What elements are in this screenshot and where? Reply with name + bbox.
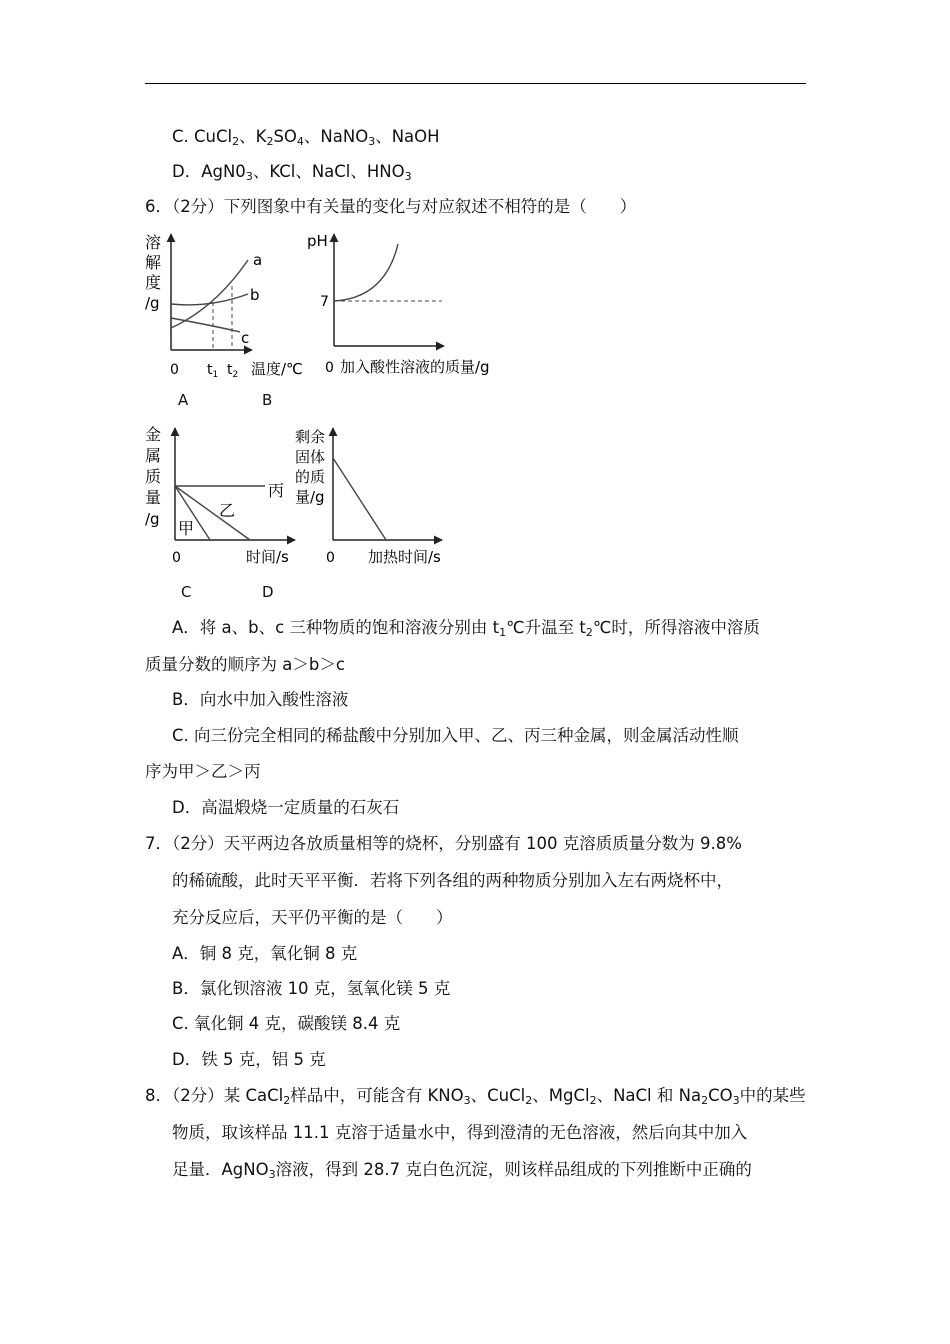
- q5-option-c: C. CuCl$_2$、$K_2SO_4$、NaNO$_3$、NaOH: [172, 127, 440, 148]
- graph-a-ylabel-3: 度: [145, 273, 162, 292]
- graph-a-yunit: /g: [145, 294, 160, 312]
- graph-a-label-a: a: [253, 251, 263, 269]
- q6-option-c-line1: C. 向三份完全相同的稀盐酸中分别加入甲、乙、丙三种金属，则金属活动性顺: [172, 726, 739, 745]
- graph-a-xlabel: 温度/℃: [251, 360, 303, 378]
- graph-b-origin: 0: [325, 360, 334, 376]
- q7-stem-line3: 充分反应后，天平仍平衡的是（ ）: [172, 908, 453, 927]
- q7-stem-line2: 的稀硫酸，此时天平平衡．若将下列各组的两种物质分别加入左右两烧杯中，: [172, 871, 733, 890]
- q6-stem: 6．（2分）下列图象中有关量的变化与对应叙述不相符的是（ ）: [145, 197, 637, 216]
- graph-c-xlabel: 时间/s: [246, 548, 289, 566]
- q8-stem-line2: 物质，取该样品 11.1 克溶于适量水中，得到澄清的无色溶液，然后向其中加入: [172, 1123, 748, 1142]
- graph-c-label-bing: 丙: [268, 481, 285, 500]
- graph-d-xlabel: 加热时间/s: [368, 548, 441, 566]
- graph-c-metal-mass: [140, 422, 310, 572]
- graph-d-mass-line: [333, 458, 386, 540]
- graph-d-ylabel-2: 固体: [295, 448, 326, 466]
- graph-c-origin: 0: [172, 550, 181, 566]
- graph-c-ylabel-3: 质: [145, 467, 162, 486]
- q8-stem-line1: 8．（2分）某 CaCl$_2$样品中，可能含有 $KNO_3$、CuCl$_2$、MgCl$_2$、NaCl 和 $Na_2CO_3$中的某些: [145, 1086, 806, 1107]
- graph-d-caption: D: [262, 583, 274, 601]
- header-rule: [145, 83, 806, 84]
- q7-stem-line1: 7．（2分）天平两边各放质量相等的烧杯，分别盛有 100 克溶质质量分数为 9.8%: [145, 834, 742, 853]
- graph-c-label-jia: 甲: [178, 519, 195, 538]
- graph-a-curve-c: [171, 318, 240, 332]
- q7-option-b: B．氯化钡溶液 10 克，氢氧化镁 5 克: [172, 979, 451, 998]
- graph-a-label-c: c: [241, 329, 250, 347]
- graph-a-label-b: b: [250, 286, 260, 304]
- q7-option-a: A．铜 8 克，氧化铜 8 克: [172, 944, 358, 963]
- q6-option-a-line2: 质量分数的顺序为 a＞b＞c: [145, 655, 345, 674]
- graph-c-ylabel-4: 量: [145, 488, 162, 507]
- graph-c-label-yi: 乙: [219, 501, 236, 520]
- q6-option-c-line2: 序为甲＞乙＞丙: [145, 762, 261, 781]
- q7-option-d: D．铁 5 克，铝 5 克: [172, 1050, 326, 1069]
- graph-b-xlabel: 加入酸性溶液的质量/g: [340, 358, 490, 376]
- graph-c-ylabel-1: 金: [145, 425, 162, 444]
- q6-option-a-line1: A．将 a、b、c 三种物质的饱和溶液分别由 $t_1℃$升温至 $t_2℃$时，所得溶液中溶质: [172, 618, 760, 639]
- graph-a-ylabel-1: 溶: [145, 233, 162, 252]
- graph-d-remaining-solid: [292, 422, 462, 572]
- graph-b-caption: B: [262, 391, 273, 409]
- graph-a-solubility: [140, 228, 320, 380]
- graph-c-caption: C: [181, 583, 192, 601]
- graph-a-origin: 0: [170, 362, 179, 378]
- q5-option-d: D．$AgN0_3$、KCl、NaCl、$HNO_3$: [172, 162, 412, 183]
- q7-option-c: C. 氧化铜 4 克，碳酸镁 8.4 克: [172, 1014, 401, 1033]
- graph-a-curve-a: [171, 260, 248, 328]
- q8-stem-line3: 足量．AgNO$_3$溶液，得到 28.7 克白色沉淀，则该样品组成的下列推断中正确的: [172, 1160, 752, 1181]
- graph-d-ylabel-3: 的质: [295, 468, 326, 486]
- q6-option-d: D．高温煅烧一定质量的石灰石: [172, 798, 400, 817]
- graph-b-ph-curve: [334, 244, 398, 301]
- graph-b-tick-7: 7: [320, 294, 329, 310]
- graph-d-origin: 0: [326, 550, 335, 566]
- graph-c-ylabel-2: 属: [145, 446, 162, 465]
- graph-d-ylabel-4: 量/g: [295, 488, 325, 506]
- graph-a-ylabel-2: 解: [145, 253, 162, 272]
- graph-a-t1: $t_1$: [207, 362, 219, 380]
- q6-option-b: B．向水中加入酸性溶液: [172, 690, 349, 709]
- graph-b-ph: [300, 228, 520, 380]
- graph-d-ylabel-1: 剩余: [295, 428, 326, 446]
- graph-a-t2: $t_2$: [227, 362, 239, 380]
- graph-a-curve-b: [171, 294, 248, 305]
- graph-b-ylabel: pH: [307, 232, 328, 250]
- graph-a-caption: A: [178, 391, 189, 409]
- graph-c-yunit: /g: [145, 510, 160, 528]
